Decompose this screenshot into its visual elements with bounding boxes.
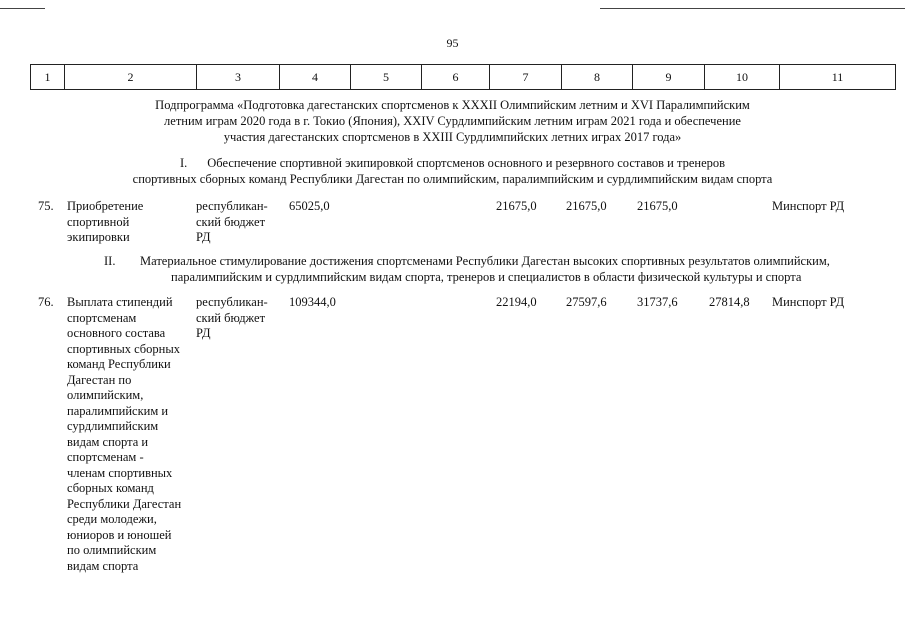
column-number: 8 [562,65,633,90]
top-edge-line [0,8,45,9]
event-name-line: паралимпийским и [67,403,169,418]
amount-col9: 21675,0 [637,199,678,213]
total-amount: 109344,0 [289,295,336,309]
funding-source-line: ский бюджет [196,310,266,325]
section-heading-1 [0,155,905,187]
event-name-line: сурдлимпийским [67,419,159,433]
top-edge-line [600,8,905,9]
column-number: 4 [280,65,351,90]
event-name-line: Приобретение [67,199,144,213]
amount-col8: 27597,6 [566,295,607,309]
amount-col10: 27814,8 [709,295,750,309]
event-name-line: Дагестан по [67,372,132,387]
subprogram-title-line: Подпрограмма «Подготовка дагестанских спортсменов к XXXII Олимпийским летним и XVI Паралимпийским [155,98,750,112]
event-name-line: команд Республики [67,357,171,371]
event-name-line: олимпийским, [67,388,144,402]
section-heading-line: Обеспечение спортивной экипировкой спортсменов основного и резервного составов и тренеров [207,156,726,170]
event-name [67,199,143,246]
row-number: 75. [38,199,54,213]
column-number: 11 [780,65,896,90]
event-name-line: по олимпийским [67,543,157,557]
event-name-line: среди молодежи, [67,512,157,526]
total-amount: 65025,0 [289,199,330,213]
section-numeral: I. [179,156,188,170]
event-name-line: спортивных сборных [67,341,180,356]
subprogram-title [0,97,905,145]
event-name-line: сборных команд [67,481,154,495]
section-heading-line: Материальное стимулирование достижения спортсменами Республики Дагестан высоких спортивных результатов олимпийским, [140,254,830,268]
section-heading-2 [0,253,905,285]
event-name-line: членам спортивных [67,465,173,480]
column-number: 5 [351,65,422,90]
event-name-line: спортсменам - [67,450,144,464]
event-name-line: видам спорта и [67,434,149,449]
amount-col7: 21675,0 [496,199,537,213]
section-heading-line: спортивных сборных команд Республики Дагестан по олимпийским, паралимпийским и сурдлимпийским видам спорта [132,172,773,186]
event-name-line: спортсменам [67,310,137,325]
column-number: 2 [65,65,197,90]
funding-source [196,295,268,342]
funding-source-line: республикан- [196,295,268,309]
event-name-line: основного состава [67,326,166,340]
section-heading-line: паралимпийским и сурдлимпийским видам спорта, тренеров и специалистов в области физической культуры и спорта [171,270,802,284]
event-name-line: экипировки [67,230,130,244]
event-name-line: спортивной [67,214,130,229]
column-number: 9 [633,65,705,90]
subprogram-title-line: участия дагестанских спортсменов в XXIII Сурдлимпийских летних играх 2017 года» [223,130,682,144]
column-number: 6 [422,65,490,90]
funding-source-line: РД [196,326,211,340]
column-number: 3 [197,65,280,90]
column-number: 1 [31,65,65,90]
event-name-line: видам спорта [67,558,139,573]
amount-col7: 22194,0 [496,295,537,309]
section-numeral: II. [104,254,116,268]
page-number: 95 [446,36,459,50]
funding-source-line: ский бюджет [196,214,266,229]
column-number-header [30,64,896,90]
funding-source-line: РД [196,230,211,244]
column-number: 7 [490,65,562,90]
subprogram-title-line: летним играм 2020 года в г. Токио (Япония), XXIV Сурдлимпийским летним играм 2021 года и обеспечение [164,114,741,128]
event-name-line: юниоров и юношей [67,527,172,542]
executor: Минспорт РД [772,199,845,213]
event-name [67,295,181,574]
event-name-line: Республики Дагестан [67,496,182,511]
funding-source [196,199,268,246]
amount-col9: 31737,6 [637,295,678,309]
funding-source-line: республикан- [196,199,268,213]
event-name-line: Выплата стипендий [67,295,173,309]
row-number: 76. [38,295,54,309]
column-number: 10 [705,65,780,90]
executor: Минспорт РД [772,295,845,309]
amount-col8: 21675,0 [566,199,607,213]
